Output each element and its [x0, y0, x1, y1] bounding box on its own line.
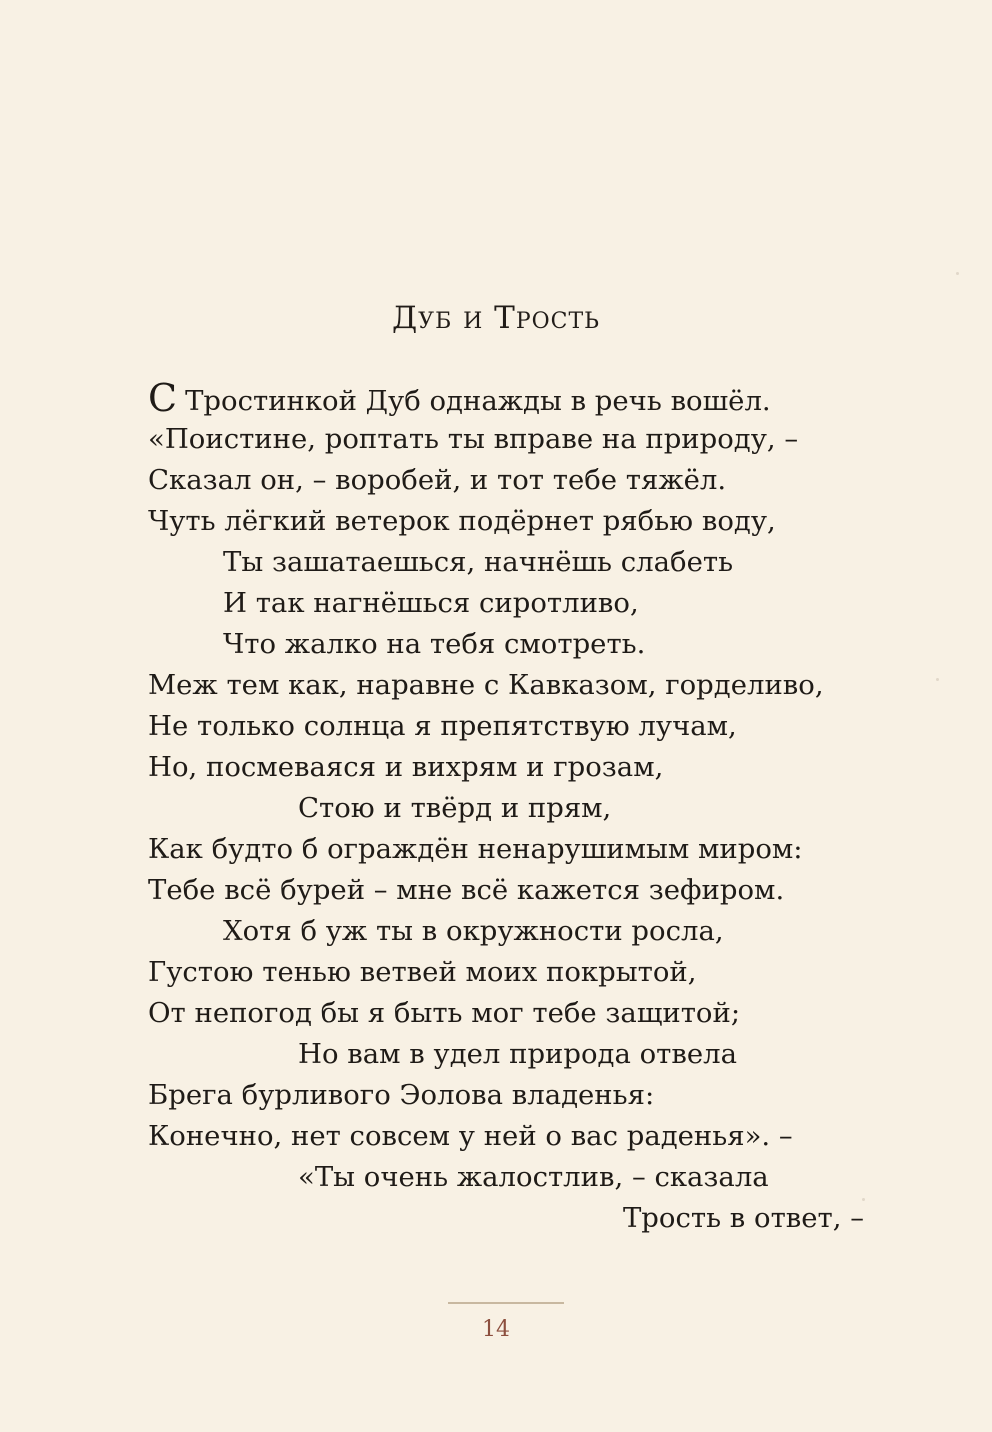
- poem-line: И так нагнёшься сиротливо,: [223, 587, 639, 619]
- footer-divider: [448, 1302, 564, 1304]
- poem-line: Что жалко на тебя смотреть.: [223, 628, 646, 660]
- poem-line: «Поистине, роптать ты вправе на природу, –: [148, 423, 799, 455]
- poem-line: Конечно, нет совсем у ней о вас раденья». –: [148, 1120, 793, 1152]
- poem-line: [148, 376, 771, 420]
- poem-line-text: Тростинкой Дуб однажды в речь вошёл.: [185, 385, 771, 417]
- poem-line: Тебе всё бурей – мне всё кажется зефиром.: [148, 874, 785, 906]
- poem-line: Сказал он, – воробей, и тот тебе тяжёл.: [148, 464, 727, 496]
- page-number: 14: [482, 1317, 510, 1342]
- poem-line: Стою и твёрд и прям,: [298, 792, 612, 824]
- paper-speck: [956, 272, 959, 275]
- poem-title: Дуб и Трость: [391, 300, 600, 336]
- poem-line: Чуть лёгкий ветерок подёрнет рябью воду,: [148, 505, 776, 537]
- poem-line: Но вам в удел природа отвела: [298, 1038, 737, 1070]
- poem-line: Густою тенью ветвей моих покрытой,: [148, 956, 697, 988]
- paper-speck: [862, 1198, 865, 1201]
- paper-speck: [936, 678, 939, 681]
- poem-line: От непогод бы я быть мог тебе защитой;: [148, 997, 741, 1029]
- poem-line: Ты зашатаешься, начнёшь слабеть: [223, 546, 734, 578]
- poem-line: Меж тем как, наравне с Кавказом, горделиво,: [148, 669, 824, 701]
- poem-line: Как будто б ограждён ненарушимым миром:: [148, 833, 803, 865]
- drop-cap-letter: С: [148, 376, 178, 420]
- poem-line: Не только солнца я препятствую лучам,: [148, 710, 737, 742]
- poem-line: Хотя б уж ты в окружности росла,: [223, 915, 724, 947]
- poem-line: Брега бурливого Эолова владенья:: [148, 1079, 655, 1111]
- poem-line: Но, посмеваяся и вихрям и грозам,: [148, 751, 664, 783]
- poem-line: Трость в ответ, –: [622, 1202, 864, 1234]
- poem-line: «Ты очень жалостлив, – сказала: [298, 1161, 769, 1193]
